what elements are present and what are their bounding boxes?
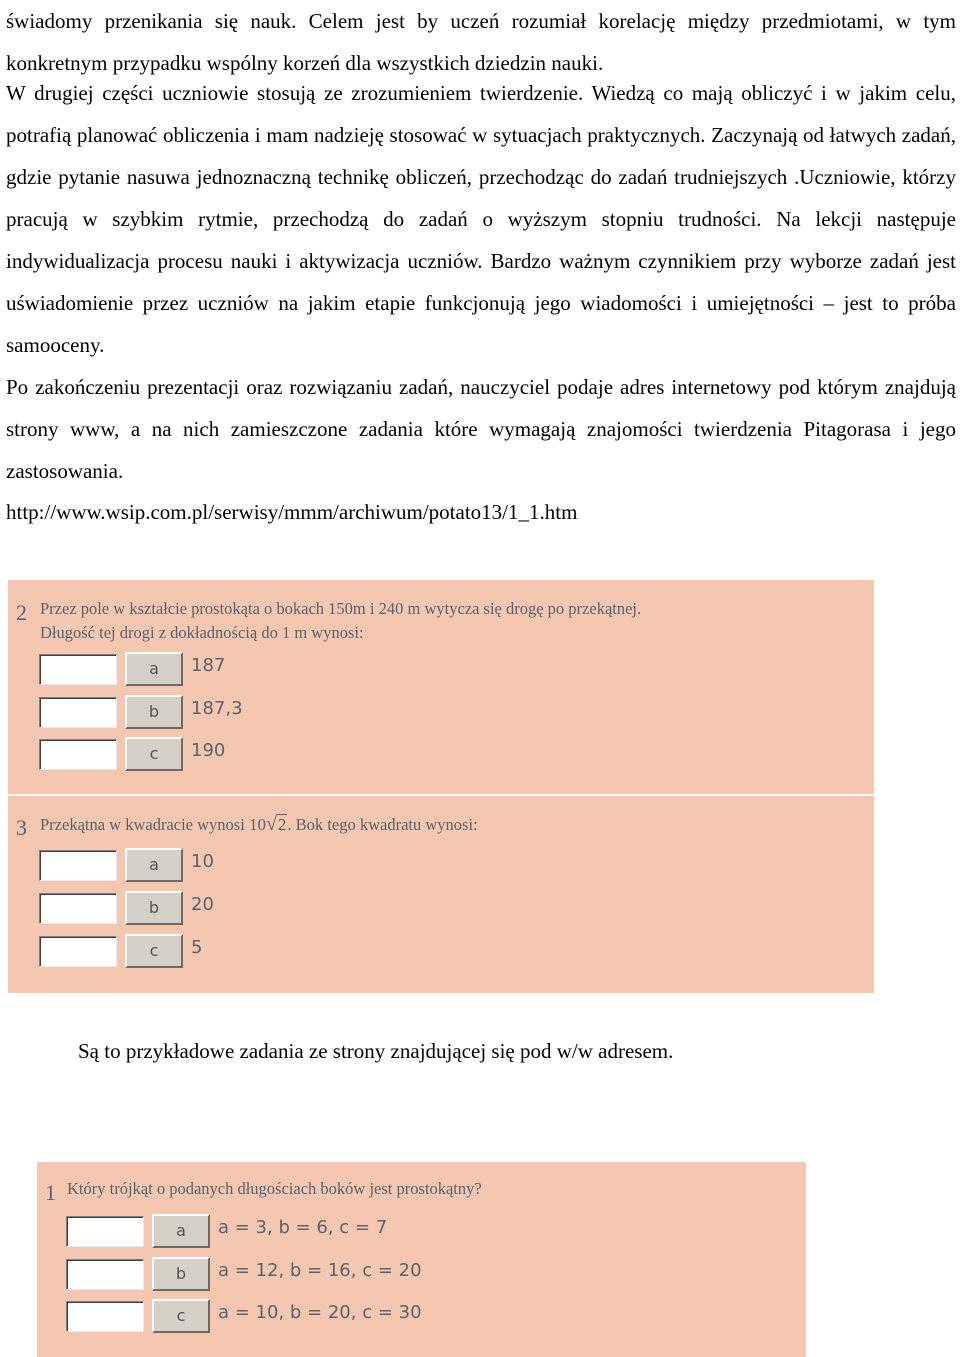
- answer-row-a: [66, 1214, 766, 1250]
- quiz-panel-1: [8, 580, 874, 993]
- website-url: http://www.wsip.com.pl/serwisy/mmm/archiwum/potato13/1_1.htm: [6, 500, 578, 524]
- answer-button-a[interactable]: a: [152, 1214, 210, 1248]
- math-radicand: 2: [277, 815, 287, 834]
- sqrt-icon: √: [265, 813, 277, 835]
- question-text-before: Przekątna w kwadracie wynosi: [40, 815, 245, 834]
- math-expression: [249, 812, 287, 837]
- answer-text-c: a = 10, b = 20, c = 30: [218, 1302, 422, 1323]
- answer-input-b[interactable]: [66, 1259, 144, 1290]
- answer-button-a[interactable]: a: [125, 652, 183, 686]
- answer-button-b[interactable]: b: [125, 891, 183, 925]
- question-text: [40, 812, 478, 837]
- paragraph-second-part: W drugiej części uczniowie stosują ze zrozumieniem twierdzenie. Wiedzą co mają obliczyć i w jakim celu, potrafią planować obliczenia i mam nadzieję stosować w sytuacjach praktycznych. Zaczynają od łatwych zadań, gdzie pytanie nasuwa jednoznaczną technikę obliczeń, przechodząc do zadań trudniejszych .Uczniowie, którzy pracują w szybkim rytmie, przechodzą do zadań o wyższym stopniu trudności. Na lekcji następuje indywidualizacja procesu nauki i aktywizacja uczniów. Bardzo ważnym czynnikiem przy wyborze zadań jest uświadomienie przez uczniów na jakim etapie funkcjonują jego wiadomości i umiejętności – jest to próba samooceny.: [6, 81, 956, 357]
- question-divider: [8, 794, 874, 796]
- question-number: 1: [45, 1180, 56, 1205]
- answer-row-a: [39, 652, 539, 688]
- question-text: Który trójkąt o podanych długościach boków jest prostokątny?: [67, 1179, 482, 1198]
- paragraph-presentation: Po zakończeniu prezentacji oraz rozwiązaniu zadań, nauczyciel podaje adres internetowy pod którym znajdują strony www, a na nich zamieszczone zadania które wymagają znajomości twierdzenia Pitagorasa i jego zastosowania.: [6, 375, 956, 483]
- question-text-after: . Bok tego kwadratu wynosi:: [287, 815, 478, 834]
- answer-button-a[interactable]: a: [125, 848, 183, 882]
- quiz-panel-2: [37, 1162, 806, 1357]
- caption-text: Są to przykładowe zadania ze strony znajdującej się pod w/w adresem.: [78, 1039, 674, 1063]
- answer-input-b[interactable]: [39, 697, 117, 728]
- answer-row-c: [39, 934, 539, 970]
- answer-text-b: 20: [191, 894, 214, 915]
- question-text-line-1: Przez pole w kształcie prostokąta o bokach 150m i 240 m wytycza się drogę po przekątnej.: [40, 599, 642, 618]
- answer-row-b: [39, 891, 539, 927]
- question-text-line-2: Długość tej drogi z dokładnością do 1 m wynosi:: [40, 623, 364, 642]
- answer-button-b[interactable]: b: [125, 695, 183, 729]
- answer-text-c: 190: [191, 740, 226, 761]
- answer-input-b[interactable]: [39, 893, 117, 924]
- answer-input-a[interactable]: [66, 1216, 144, 1247]
- answer-text-b: a = 12, b = 16, c = 20: [218, 1260, 422, 1281]
- answer-text-a: 10: [191, 851, 214, 872]
- answer-text-b: 187,3: [191, 698, 243, 719]
- answer-input-c[interactable]: [39, 739, 117, 770]
- answer-text-c: 5: [191, 937, 203, 958]
- answer-row-b: [39, 695, 539, 731]
- math-coefficient: 10: [248, 815, 266, 834]
- answer-input-a[interactable]: [39, 850, 117, 881]
- answer-row-c: [66, 1299, 766, 1335]
- answer-button-b[interactable]: b: [152, 1257, 210, 1291]
- answer-row-c: [39, 737, 539, 773]
- answer-button-c[interactable]: c: [152, 1299, 210, 1333]
- answer-button-c[interactable]: c: [125, 934, 183, 968]
- answer-text-a: 187: [191, 655, 226, 676]
- answer-text-a: a = 3, b = 6, c = 7: [218, 1217, 388, 1238]
- paragraph-intro: świadomy przenikania się nauk. Celem jest by uczeń rozumiał korelację między przedmiotami, w tym konkretnym przypadku wspólny korzeń dla wszystkich dziedzin nauki.: [6, 9, 956, 75]
- question-number: 2: [16, 600, 27, 625]
- answer-input-c[interactable]: [39, 936, 117, 967]
- answer-input-a[interactable]: [39, 654, 117, 685]
- answer-button-c[interactable]: c: [125, 737, 183, 771]
- answer-row-a: [39, 848, 539, 884]
- question-number: 3: [16, 815, 27, 840]
- answer-input-c[interactable]: [66, 1301, 144, 1332]
- answer-row-b: [66, 1257, 766, 1293]
